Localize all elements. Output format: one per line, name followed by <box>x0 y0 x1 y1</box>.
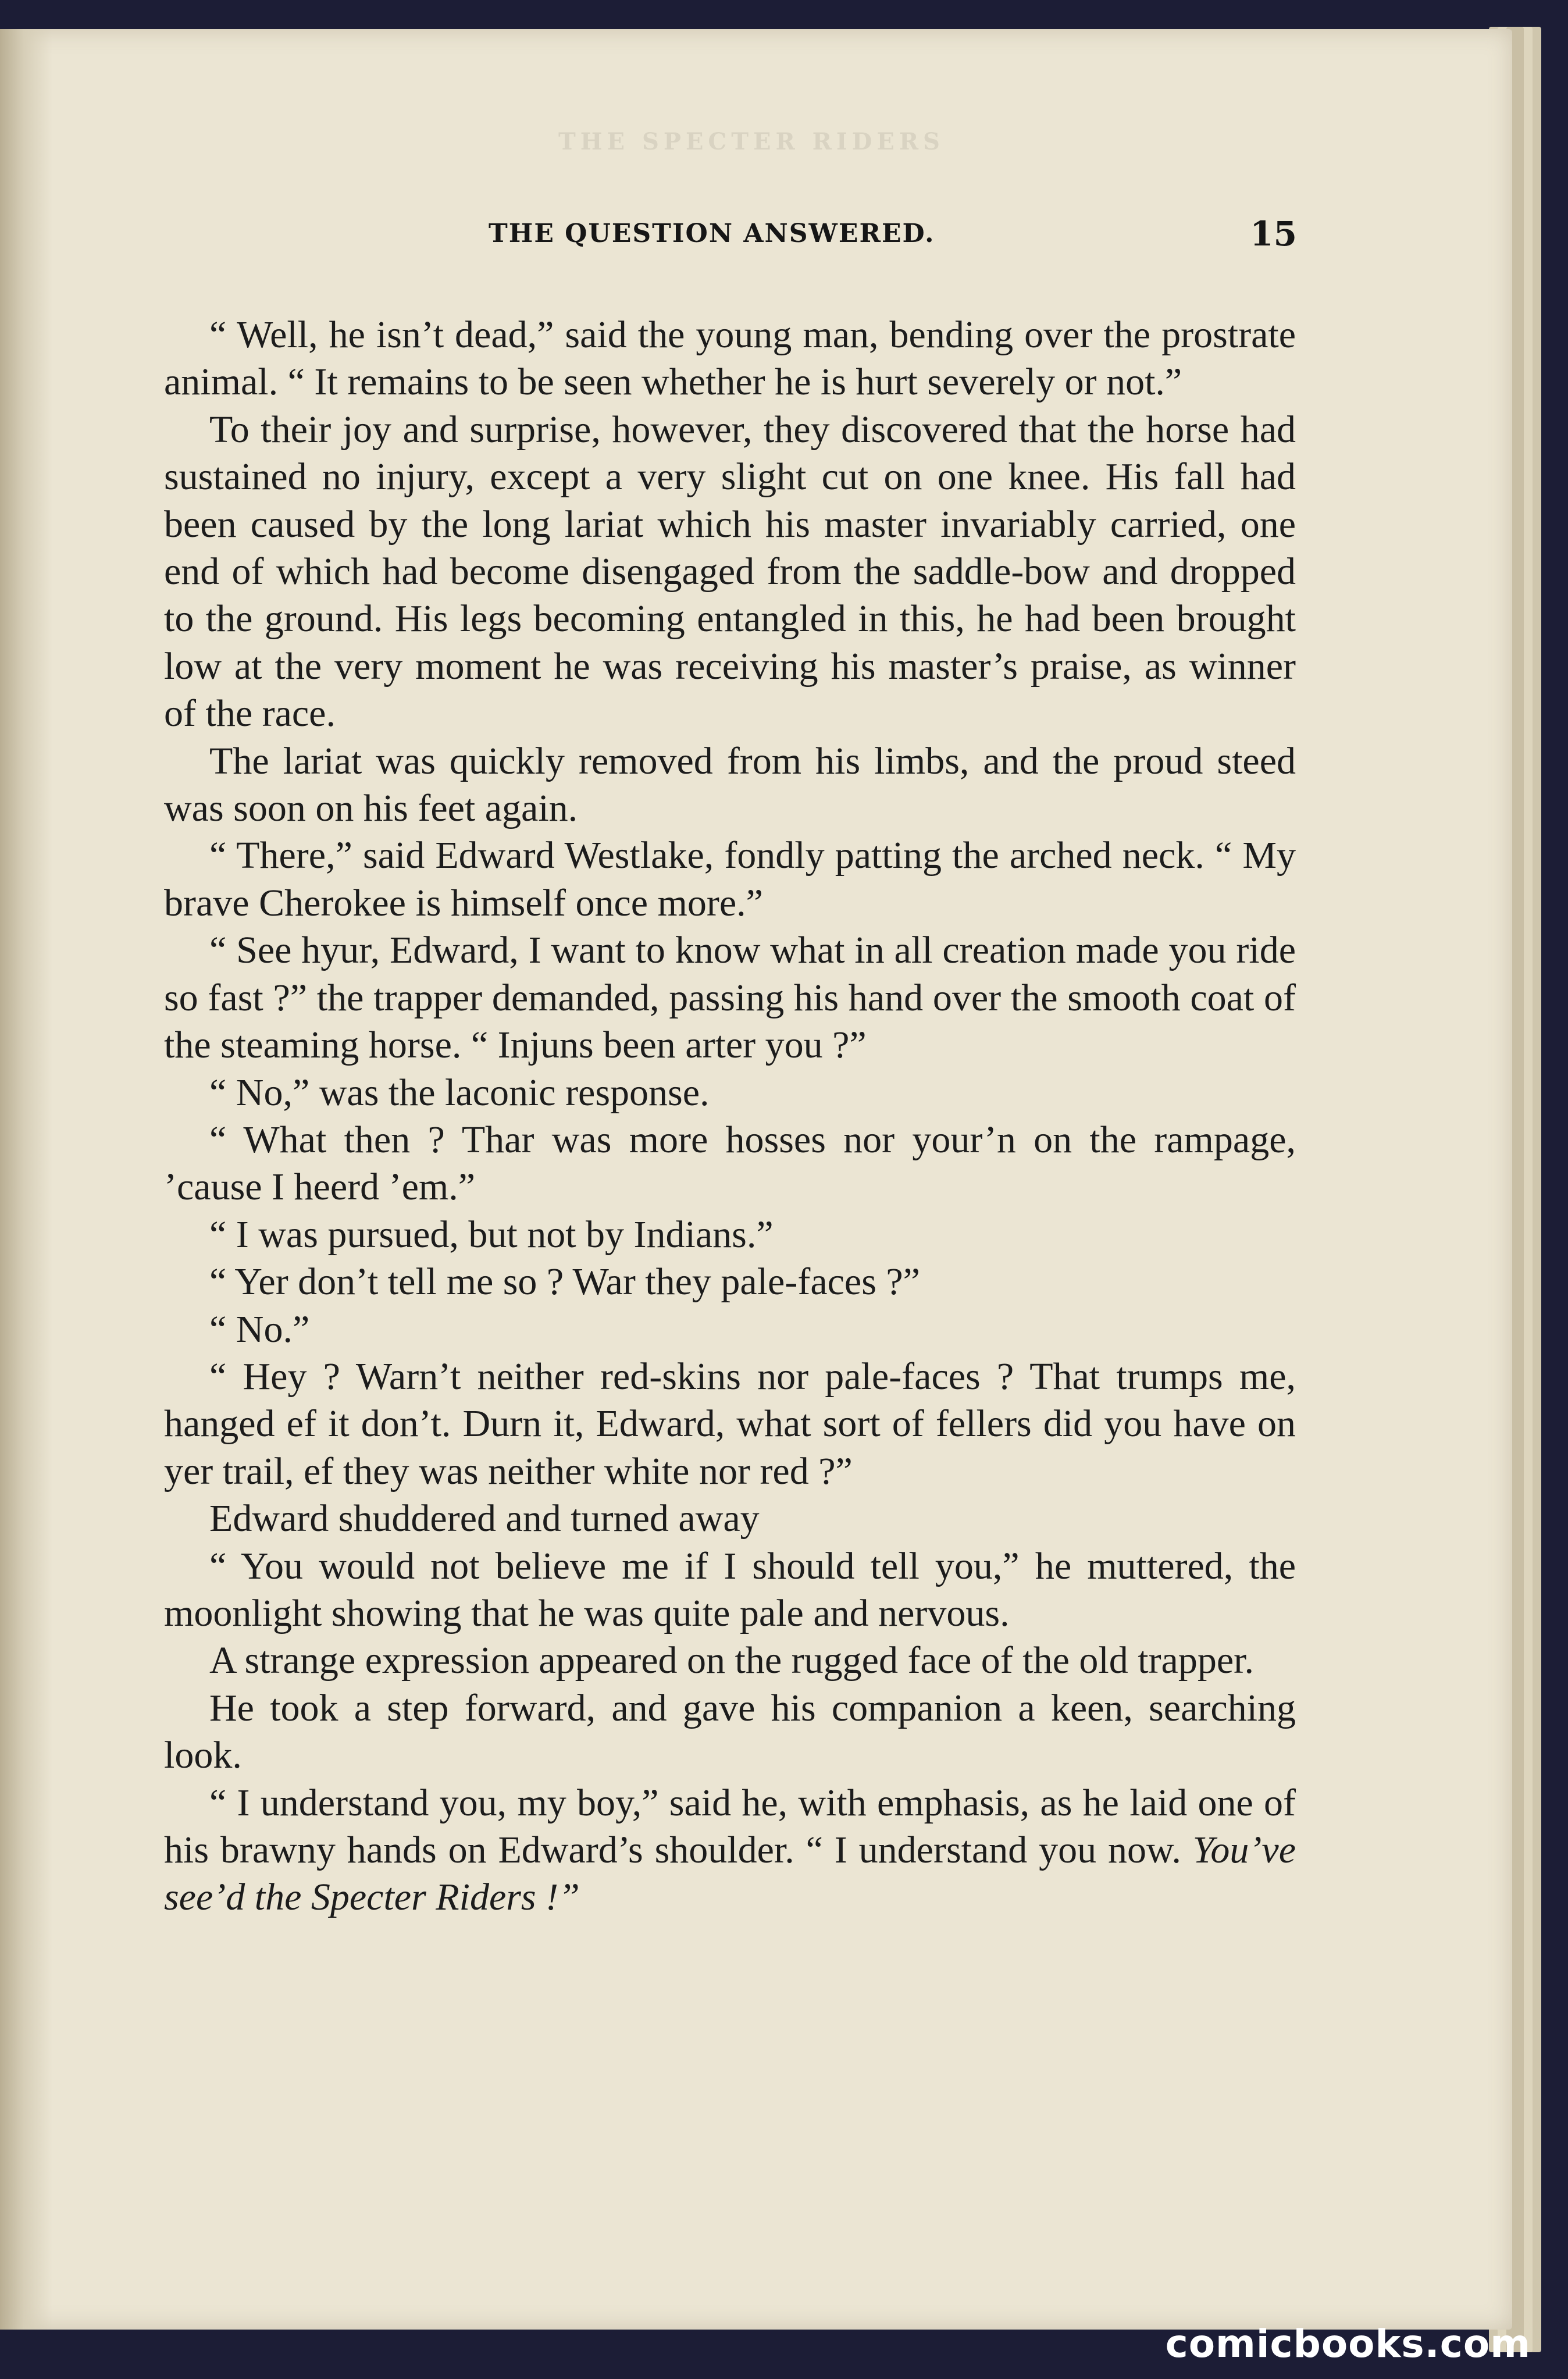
paragraph: “ You would not believe me if I should tell you,” he muttered, the moonlight showing that he was quite pale and nervous. <box>164 1544 1296 1634</box>
paragraph: “ See hyur, Edward, I want to know what in all creation made you ride so fast ?” the trapper demanded, passing his hand over the smooth coat of the steaming horse. “ Injuns been arter you ?” <box>164 929 1296 1067</box>
running-title: THE QUESTION ANSWERED. <box>489 219 935 248</box>
paragraph: To their joy and surprise, however, they discovered that the horse had sustained no injury, except a very slight cut on one knee. His fall had been caused by the long lariat which his master invariably carried, one end of which had become disengaged from the saddle-bow and dropped to the ground. His legs becoming entangled in this, he had been brought low at the very moment he was receiving his master’s praise, as winner of the race. <box>164 408 1296 735</box>
watermark-logo: comicbooks.com <box>1165 2321 1531 2366</box>
binding-gutter <box>0 29 52 2330</box>
paragraph: “ What then ? Thar was more hosses nor your’n on the rampage, ’cause I heerd ’em.” <box>164 1118 1296 1209</box>
paragraph: “ Yer don’t tell me so ? War they pale-faces ?” <box>209 1260 920 1304</box>
final-paragraph-italic: You’ve see’d the Specter Riders !” <box>164 1829 1296 1919</box>
bleed-through-text: THE SPECTER RIDERS <box>558 128 945 155</box>
paragraph: The lariat was quickly removed from his limbs, and the proud steed was soon on his feet again. <box>164 739 1296 830</box>
paragraph: Edward shuddered and turned away <box>209 1497 760 1540</box>
paragraph: “ No,” was the laconic response. <box>209 1071 710 1114</box>
paragraph: He took a step forward, and gave his companion a keen, searching look. <box>164 1686 1296 1777</box>
paragraph: “ There,” said Edward Westlake, fondly patting the arched neck. “ My brave Cherokee is himself once more.” <box>164 834 1296 924</box>
book-page <box>0 29 1512 2330</box>
paragraph: “ Hey ? Warn’t neither red-skins nor pale-faces ? That trumps me, hanged ef it don’t. Durn it, Edward, what sort of fellers did you have on yer trail, ef they was neither white nor red ?” <box>164 1355 1296 1493</box>
paragraph: “ Well, he isn’t dead,” said the young man, bending over the prostrate animal. “ It remains to be seen whether he is hurt severely or not.” <box>164 314 1296 404</box>
paragraph: “ I was pursued, but not by Indians.” <box>209 1213 774 1256</box>
paragraph: A strange expression appeared on the rugged face of the old trapper. <box>209 1639 1254 1682</box>
paragraph: “ No.” <box>209 1308 310 1351</box>
page-number: 15 <box>1250 214 1297 254</box>
body-text <box>164 311 1296 1921</box>
final-paragraph <box>164 1779 1296 1921</box>
running-header <box>163 214 1297 261</box>
final-paragraph-text: “ I understand you, my boy,” said he, with emphasis, as he laid one of his brawny hands on Edward’s shoulder. “ I understand you now. <box>164 1781 1296 1871</box>
